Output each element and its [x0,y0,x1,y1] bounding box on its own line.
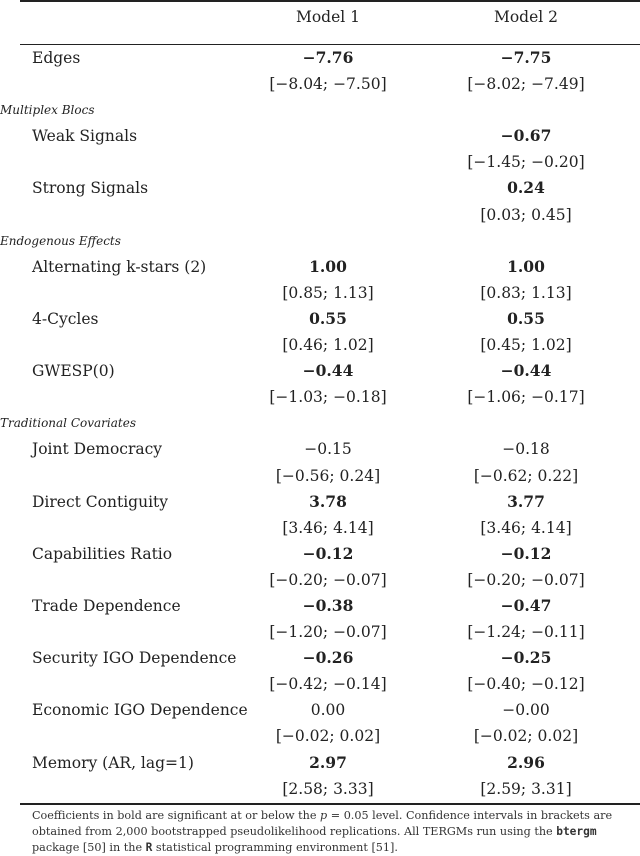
table-row [0,175,640,201]
variable-label: Economic IGO Dependence [32,701,248,720]
coefficient-model-2: 2.96 [507,752,545,772]
ci-row [0,149,640,175]
table-row [0,436,640,462]
variable-label: Memory (AR, lag=1) [32,753,194,772]
confidence-interval-model-1: [−0.02; 0.02] [275,727,381,746]
footnote-r: R [145,841,153,854]
ci-row [0,280,640,306]
confidence-interval-model-1: [2.58; 3.33] [282,779,374,798]
coefficient-model-1: 2.97 [309,752,347,772]
section-label: Traditional Covariates [0,416,136,431]
footnote-package: btergm [556,825,597,838]
ci-row [0,202,640,228]
confidence-interval-model-2: [−1.06; −0.17] [467,388,585,407]
coefficient-model-2: −0.67 [500,126,552,146]
confidence-interval-model-1: [3.46; 4.14] [282,518,374,537]
ci-row [0,515,640,541]
variable-label: Edges [32,49,81,67]
variable-label: Direct Contiguity [32,492,169,511]
table-row [0,645,640,671]
table-row [0,593,640,619]
ci-row [0,332,640,358]
ci-row [0,71,640,97]
header-model-1: Model 1 [295,8,361,26]
coefficient-model-2: −0.44 [500,361,552,381]
table-row [0,750,640,776]
table-body [0,45,640,802]
coefficient-model-1: 0.00 [310,701,346,720]
coefficient-model-1: −0.44 [302,361,354,381]
coefficient-model-2: −0.25 [500,648,552,668]
confidence-interval-model-2: [−0.40; −0.12] [467,675,585,694]
top-rule [20,0,640,2]
coefficient-model-2: 3.77 [507,491,545,511]
table-footnote [32,808,636,856]
confidence-interval-model-2: [−8.02; −7.49] [467,75,585,94]
footnote-text: statistical programming environment [51]. [152,841,398,854]
coefficient-model-1: 3.78 [309,491,347,511]
footnote-text: Coefficients in bold are significant at or below the [32,809,321,822]
coefficient-model-2: −0.47 [500,595,552,615]
ci-row [0,671,640,697]
footnote-text: = 0.05 level. Confidence intervals in brackets are obtained from 2,000 bootstrapped pseudolikelihood replications. All TERGMs run using the [32,809,613,838]
coefficient-model-2: −7.75 [500,48,552,67]
table-row [0,45,640,71]
confidence-interval-model-2: [−0.20; −0.07] [467,570,585,589]
confidence-interval-model-2: [2.59; 3.31] [480,779,572,798]
variable-label: Joint Democracy [32,440,163,459]
confidence-interval-model-1: [−0.42; −0.14] [269,675,387,694]
variable-label: Capabilities Ratio [32,544,173,563]
confidence-interval-model-2: [−0.62; 0.22] [473,466,579,485]
header-model-2: Model 2 [493,8,559,26]
confidence-interval-model-1: [−0.56; 0.24] [275,466,381,485]
confidence-interval-model-2: [−1.45; −0.20] [467,153,585,172]
table-row [0,254,640,280]
coefficient-model-1: −0.26 [302,648,354,668]
table-row [0,541,640,567]
coefficient-model-1: 1.00 [309,256,347,276]
confidence-interval-model-2: [−0.02; 0.02] [473,727,579,746]
confidence-interval-model-2: [0.83; 1.13] [480,283,572,302]
coefficient-model-1: −7.76 [302,48,354,67]
footnote-p: p [320,809,328,822]
table-row [0,123,640,149]
variable-label: Weak Signals [32,127,138,146]
confidence-interval-model-1: [0.46; 1.02] [282,336,374,355]
coefficient-model-2: 0.55 [507,308,545,328]
ci-row [0,463,640,489]
table-row [0,358,640,384]
section-heading-row [0,410,640,436]
confidence-interval-model-1: [−0.20; −0.07] [269,570,387,589]
table-row [0,697,640,723]
section-heading-row [0,97,640,123]
section-label: Endogenous Effects [0,233,121,248]
confidence-interval-model-2: [0.03; 0.45] [480,205,572,224]
confidence-interval-model-2: [0.45; 1.02] [480,336,572,355]
confidence-interval-model-1: [−1.03; −0.18] [269,388,387,407]
variable-label: 4-Cycles [32,309,99,328]
confidence-interval-model-2: [−1.24; −0.11] [467,623,585,642]
confidence-interval-model-1: [−8.04; −7.50] [269,75,387,94]
section-heading-row [0,228,640,254]
coefficient-model-2: −0.18 [502,440,550,459]
variable-label: GWESP(0) [32,362,115,381]
confidence-interval-model-1: [−1.20; −0.07] [269,623,387,642]
coefficient-model-2: −0.12 [500,543,552,563]
table-row [0,306,640,332]
coefficient-model-1: 0.55 [309,308,347,328]
variable-label: Trade Dependence [32,596,181,615]
coefficient-model-1: −0.12 [302,543,354,563]
table-row [0,489,640,515]
coefficient-model-1: −0.15 [304,440,352,459]
ci-row [0,776,640,802]
footnote-text: package [50] in the [32,841,146,854]
ci-row [0,384,640,410]
section-label: Multiplex Blocs [0,103,95,118]
variable-label: Alternating k-stars (2) [32,257,207,276]
ci-row [0,723,640,749]
ci-row [0,567,640,593]
coefficient-model-1: −0.38 [302,595,354,615]
variable-label: Security IGO Dependence [32,649,237,668]
coefficient-model-2: −0.00 [502,701,550,720]
ci-row [0,619,640,645]
bottom-rule [20,803,640,805]
coefficient-model-2: 1.00 [507,256,545,276]
confidence-interval-model-2: [3.46; 4.14] [480,518,572,537]
variable-label: Strong Signals [32,179,149,198]
coefficient-model-2: 0.24 [507,178,545,198]
confidence-interval-model-1: [0.85; 1.13] [282,283,374,302]
